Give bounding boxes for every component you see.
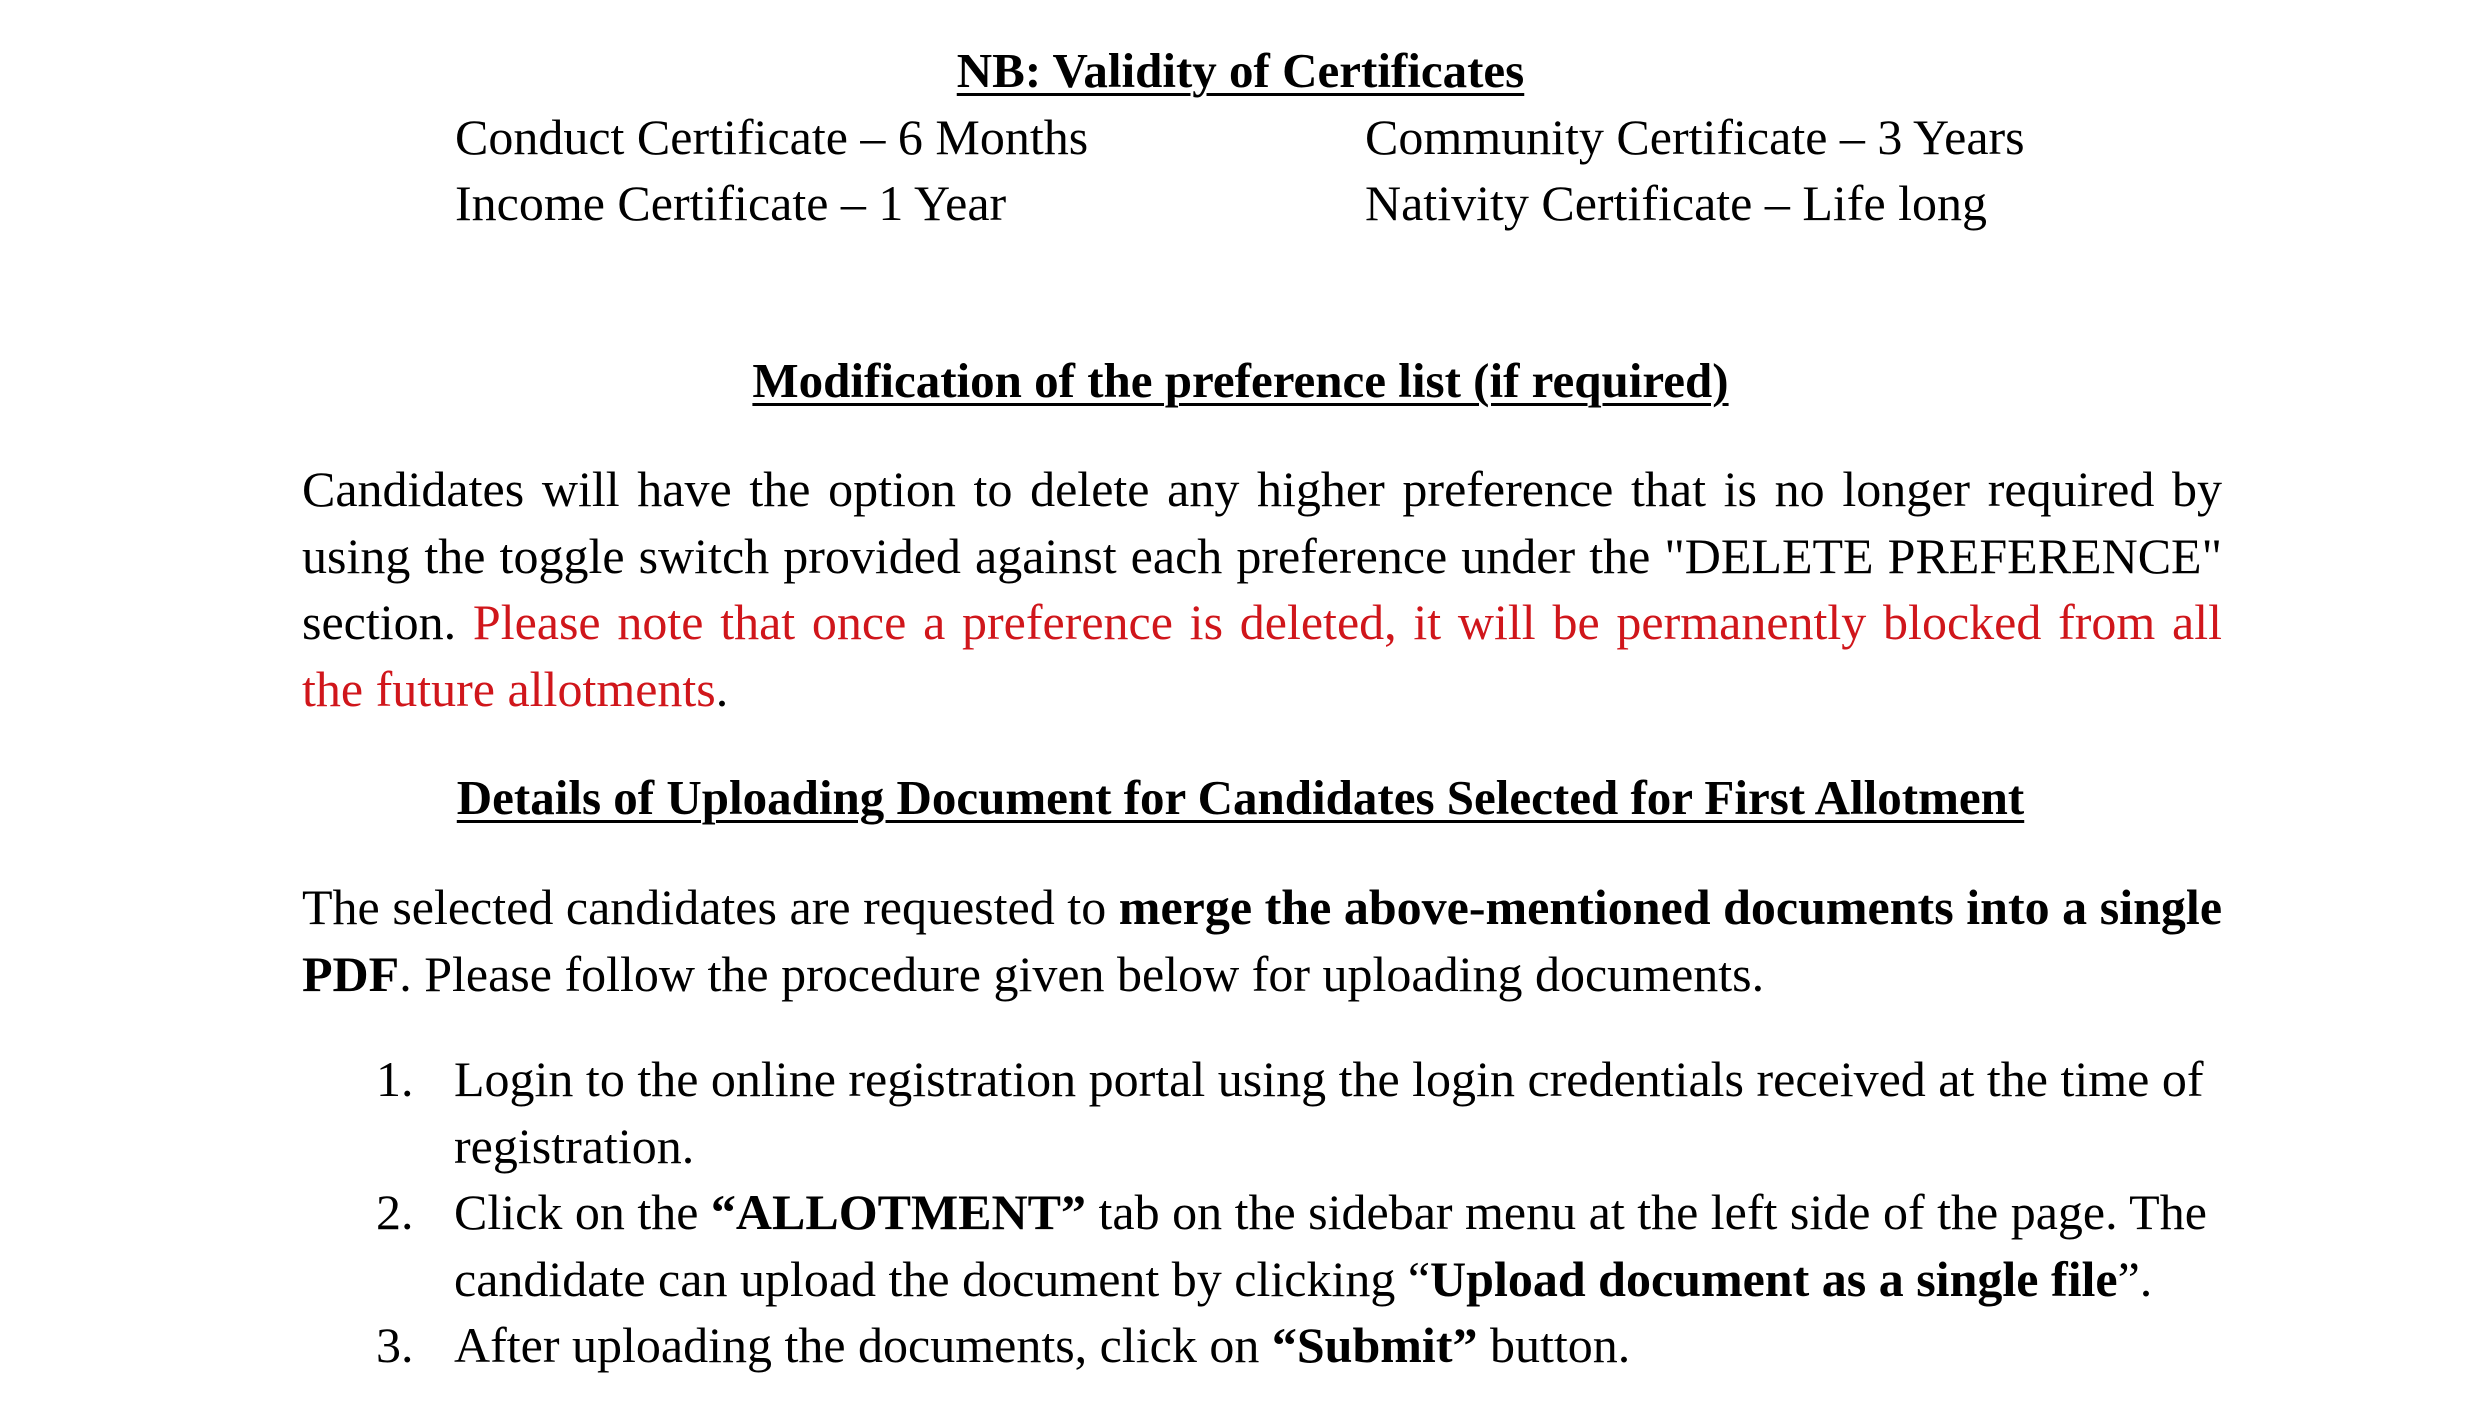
modification-text-end: . xyxy=(715,660,729,717)
step-submit-label: “Submit” xyxy=(1271,1317,1478,1373)
uploading-heading-text: Details of Uploading Document for Candidates Selected for First Allotment xyxy=(456,770,2025,825)
uploading-heading xyxy=(0,768,2481,828)
modification-text: Candidates will have the option to delete any higher preference that is no longer required by using the toggle switch provided against each preference under the "DELETE PREFERENCE" section. xyxy=(302,461,2222,650)
cert-community: Community Certificate – 3 Years xyxy=(1365,109,2025,165)
step-number: 3. xyxy=(376,1317,414,1373)
step-text: Click on the xyxy=(454,1184,711,1240)
step-text: ”. xyxy=(2117,1250,2153,1307)
cert-income: Income Certificate – 1 Year xyxy=(455,175,1007,231)
cert-conduct: Conduct Certificate – 6 Months xyxy=(455,109,1089,165)
cert-nativity: Nativity Certificate – Life long xyxy=(1365,175,1988,231)
validity-heading xyxy=(0,41,2481,101)
step-text: Login to the online registration portal using the login credentials received at the time of registration. xyxy=(454,1051,2204,1174)
modification-heading xyxy=(0,351,2481,411)
step-upload-label: Upload document as a single file xyxy=(1430,1250,2118,1307)
modification-paragraph xyxy=(302,456,2222,722)
step-text: tab on the sidebar menu at the left side of the page. The candidate can upload the document by clicking “ xyxy=(454,1184,2207,1307)
uploading-intro-bold: merge the above-mentioned documents into a single PDF xyxy=(302,879,2223,1002)
list-item xyxy=(302,1046,2222,1179)
modification-warning: Please note that once a preference is deleted, it will be permanently blocked from all the future allotments xyxy=(302,594,2222,717)
list-item xyxy=(302,1312,2222,1379)
uploading-intro-text: The selected candidates are requested to xyxy=(302,879,1119,935)
step-number: 1. xyxy=(376,1051,414,1107)
step-text: button. xyxy=(1477,1317,1631,1373)
uploading-intro-end: . Please follow the procedure given below for uploading documents. xyxy=(399,945,1765,1002)
uploading-intro xyxy=(302,874,2222,1007)
step-text: After uploading the documents, click on xyxy=(454,1317,1272,1373)
upload-steps-list xyxy=(302,1046,2222,1379)
validity-heading-text: NB: Validity of Certificates xyxy=(956,43,1525,98)
step-allotment-tab-label: “ALLOTMENT” xyxy=(710,1184,1086,1240)
modification-heading-text: Modification of the preference list (if required) xyxy=(752,353,1729,408)
step-number: 2. xyxy=(376,1184,414,1240)
list-item xyxy=(302,1179,2222,1312)
